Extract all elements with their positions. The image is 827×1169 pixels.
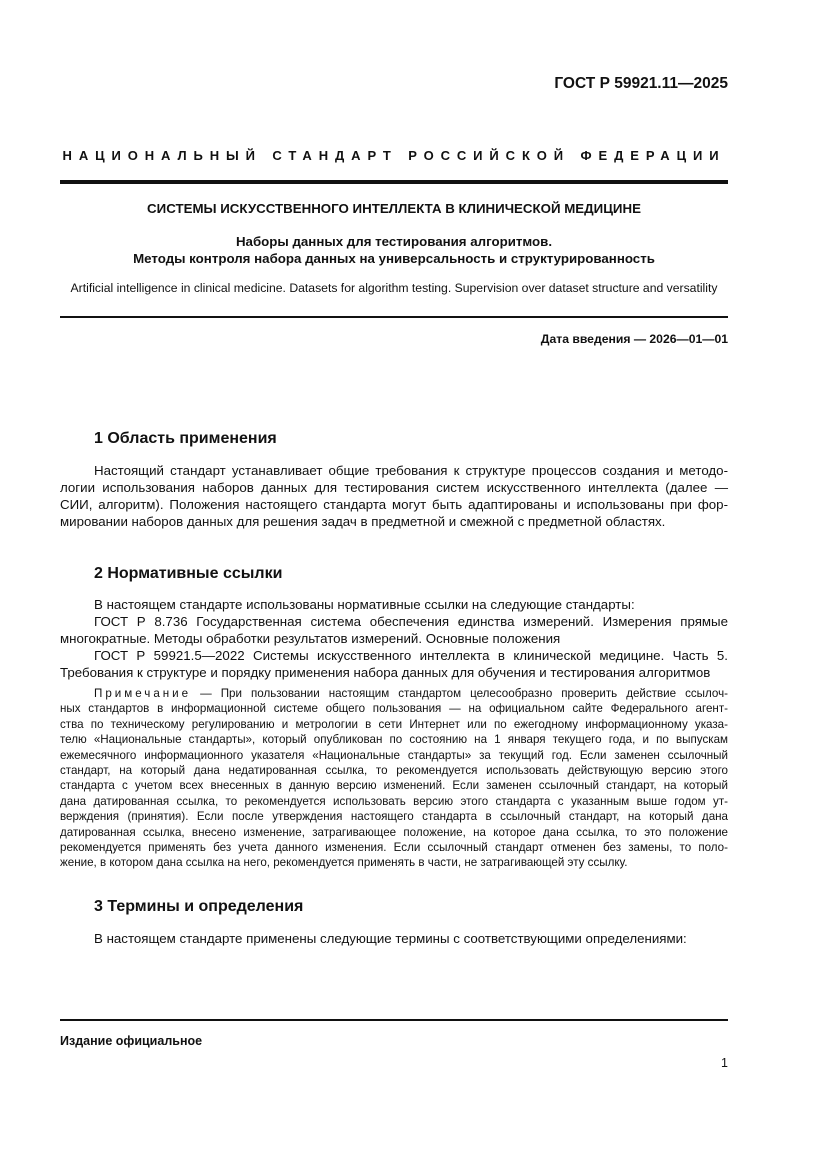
subtitle-line-1: Наборы данных для тестирования алгоритмов. (235, 234, 553, 249)
paragraph-line: СИИ, алгоритм). Положения настоящего стандарта могут быть адаптированы и использованы при фор- (60, 497, 728, 512)
paragraph-line: Требования к структуре и порядку применения набора данных для обучения и тестирования алгоритмов (60, 665, 711, 680)
note-line: верждения (принятия). Если после утверждения настоящего стандарта в ссылочный стандарт, на который дана (60, 810, 728, 824)
paragraph-line: В настоящем стандарте применены следующие термины с соответствующими определениями: (94, 931, 687, 946)
national-standard-label: НАЦИОНАЛЬНЫЙ СТАНДАРТ РОССИЙСКОЙ ФЕДЕРАЦИИ (62, 148, 726, 163)
paragraph-line: ГОСТ Р 8.736 Государственная система обеспечения единства измерений. Измерения прямые (94, 614, 728, 629)
normative-references-note (60, 686, 728, 871)
paragraph-line: логии использования наборов данных для тестирования систем искусственного интеллекта (далее — (60, 480, 728, 495)
note-line: рекомендуется применять без учета данного изменения. Если ссылочный стандарт отменен без замены, то поло- (60, 841, 728, 855)
section-1-heading: 1 Область применения (94, 430, 277, 447)
page-number: 1 (721, 1056, 728, 1070)
note-line: телю «Национальные стандарты», который опубликован по состоянию на 1 января текущего года, и по выпускам (60, 733, 728, 747)
document-subtitle (60, 233, 728, 267)
note-label: Примечание (94, 687, 192, 700)
paragraph-line: многократные. Методы обработки результатов измерений. Основные положения (60, 631, 561, 646)
note-line: датированная ссылка, внесено изменение, затрагивающее положение, на которое дана ссылка, то это положение (60, 825, 728, 839)
note-line: стандарт, на который дана недатированная ссылка, то рекомендуется использовать действующую версию этого (60, 764, 728, 778)
paragraph-line: ГОСТ Р 59921.5—2022 Системы искусственного интеллекта в клинической медицине. Часть 5. (94, 648, 728, 663)
note-line: стандарта с учетом всех внесенных в данную версию изменений. Если заменен ссылочный стандарт, на который (60, 779, 728, 793)
title-divider (60, 316, 728, 318)
section-2-body (60, 596, 728, 681)
section-3-heading: 3 Термины и определения (94, 898, 304, 915)
paragraph-line: мировании наборов данных для решения задач в предметной и смежной с предметной областях. (60, 514, 666, 529)
paragraph-line: В настоящем стандарте использованы нормативные ссылки на следующие стандарты: (94, 597, 635, 612)
official-edition-label: Издание официальное (60, 1034, 203, 1048)
footer-divider (60, 1019, 728, 1021)
section-2-heading: 2 Нормативные ссылки (94, 565, 283, 582)
section-1-body (60, 462, 728, 530)
note-line: ства по техническому регулированию и метрологии в сети Интернет или по ежегодному информационному указа- (60, 717, 728, 731)
note-line: ных стандартов в информационной системе общего пользования — на официальном сайте Федерального агент- (60, 702, 728, 716)
paragraph-line: Настоящий стандарт устанавливает общие требования к структуре процессов создания и методо- (94, 463, 728, 478)
note-line: дана датированная ссылка, то рекомендуется использовать версию этого стандарта с указанным выше годом ут- (60, 794, 728, 808)
english-title: Artificial intelligence in clinical medicine. Datasets for algorithm testing. Supervision over dataset structure and versatility (70, 281, 718, 295)
note-first-line: Примечание — При пользовании настоящим стандартом целесообразно проверить действие ссылоч- (94, 687, 728, 700)
note-line: жение, в котором дана ссылка на него, рекомендуется применять в части, не затрагивающей эту ссылку. (60, 856, 628, 870)
introduction-date: Дата введения — 2026—01—01 (540, 332, 728, 346)
note-line: ежемесячного информационного указателя «Национальные стандарты» за текущий год. Если заменен ссылочный (60, 748, 728, 762)
document-title: СИСТЕМЫ ИСКУССТВЕННОГО ИНТЕЛЛЕКТА В КЛИНИЧЕСКОЙ МЕДИЦИНЕ (147, 201, 641, 216)
header-divider (60, 180, 728, 184)
document-designation: ГОСТ Р 59921.11—2025 (554, 75, 728, 92)
subtitle-line-2: Методы контроля набора данных на универсальность и структурированность (133, 251, 655, 266)
section-3-body (60, 930, 728, 947)
